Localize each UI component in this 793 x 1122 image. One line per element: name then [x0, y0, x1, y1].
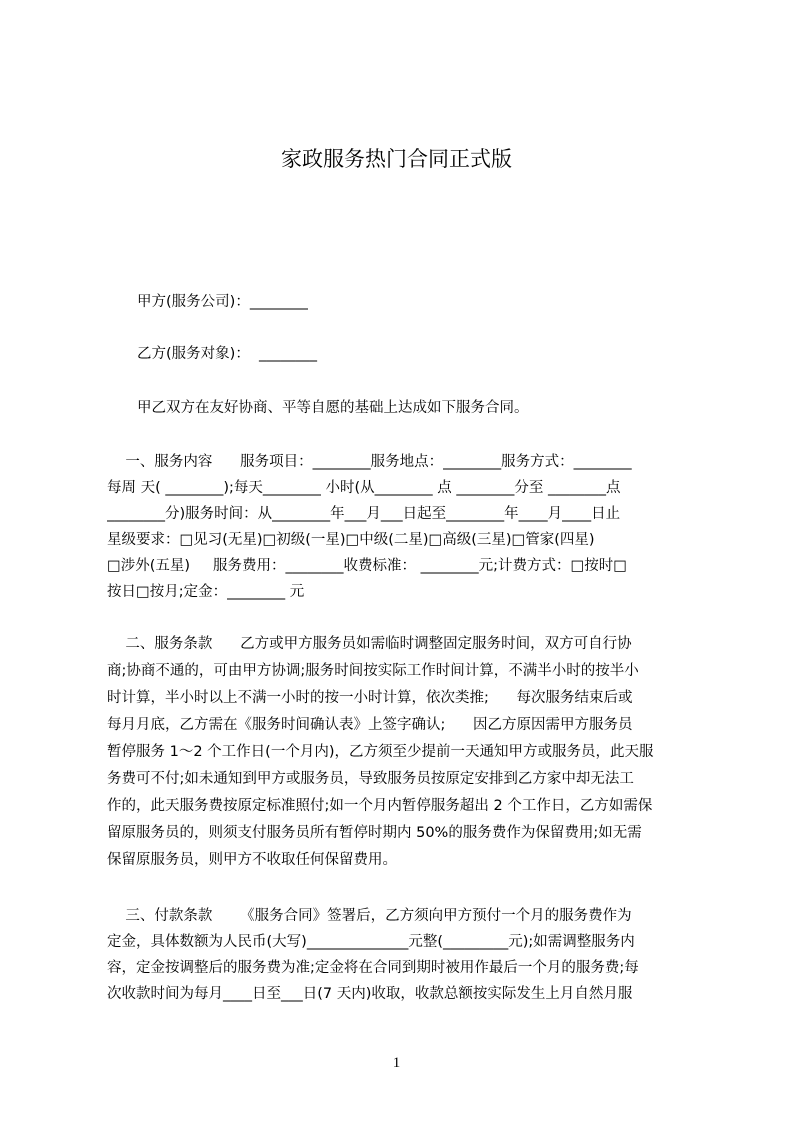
document-title: 家政服务热门合同正式版 [281, 147, 512, 171]
party-a-line: 甲方(服务公司)：________ [137, 294, 308, 310]
text-line: 二、服务条款 乙方或甲方服务员如需临时调整固定服务时间，双方可自行协 [107, 636, 632, 652]
text-line: □涉外(五星) 服务费用：________收费标准： ________元;计费方式：□按时□ [107, 558, 627, 574]
text-line: 星级要求：□见习(无星)□初级(一星)□中级(二星)□高级(三星)□管家(四星) [107, 532, 595, 548]
text-line: 三、付款条款 《服务合同》签署后，乙方须向甲方预付一个月的服务费作为 [107, 908, 632, 924]
text-line: ________分)服务时间：从________年___月___日起至________年____月____日止 [107, 506, 621, 522]
text-line: 商;协商不通的，可由甲方协调;服务时间按实际工作时间计算，不满半小时的按半小 [107, 663, 639, 679]
text-line: 每周 天( ________);每天________ 小时(从________ 点 ________分至 ________点 [107, 480, 621, 496]
text-line: 每月月底，乙方需在《服务时间确认表》上签字确认; 因乙方原因需甲方服务员 [107, 717, 633, 733]
text-line: 保留原服务员，则甲方不收取任何保留费用。 [107, 852, 397, 868]
text-line: 次收款时间为每月____日至___日(7 天内)收取，收款总额按实际发生上月自然月服 [107, 986, 633, 1002]
text-line: 容，定金按调整后的服务费为准;定金将在合同到期时被用作最后一个月的服务费;每 [107, 960, 639, 976]
text-line: 定金，具体数额为人民币(大写)______________元整(_________元);如需调整服务内 [107, 934, 635, 950]
text-line: 按日□按月;定金：________ 元 [107, 584, 305, 600]
text-line: 暂停服务 1～2 个工作日(一个月内)，乙方须至少提前一天通知甲方或服务员，此天服 [107, 744, 654, 760]
text-line: 务费可不付;如未通知到甲方或服务员，导致服务员按原定安排到乙方家中却无法工 [107, 771, 634, 787]
page-number: 1 [392, 1055, 401, 1071]
text-line: 一、服务内容 服务项目：________服务地点：________服务方式：________ [107, 454, 632, 470]
intro-line: 甲乙双方在友好协商、平等自愿的基础上达成如下服务合同。 [137, 400, 529, 416]
text-line: 时计算，半小时以上不满一小时的按一小时计算，依次类推; 每次服务结束后或 [107, 690, 633, 706]
text-line: 作的，此天服务费按原定标准照付;如一个月内暂停服务超出 2 个工作日，乙方如需保 [107, 798, 653, 814]
text-line: 留原服务员的，则须支付服务员所有暂停时期内 50%的服务费作为保留费用;如无需 [107, 825, 642, 841]
party-b-line: 乙方(服务对象)： ________ [137, 346, 318, 362]
